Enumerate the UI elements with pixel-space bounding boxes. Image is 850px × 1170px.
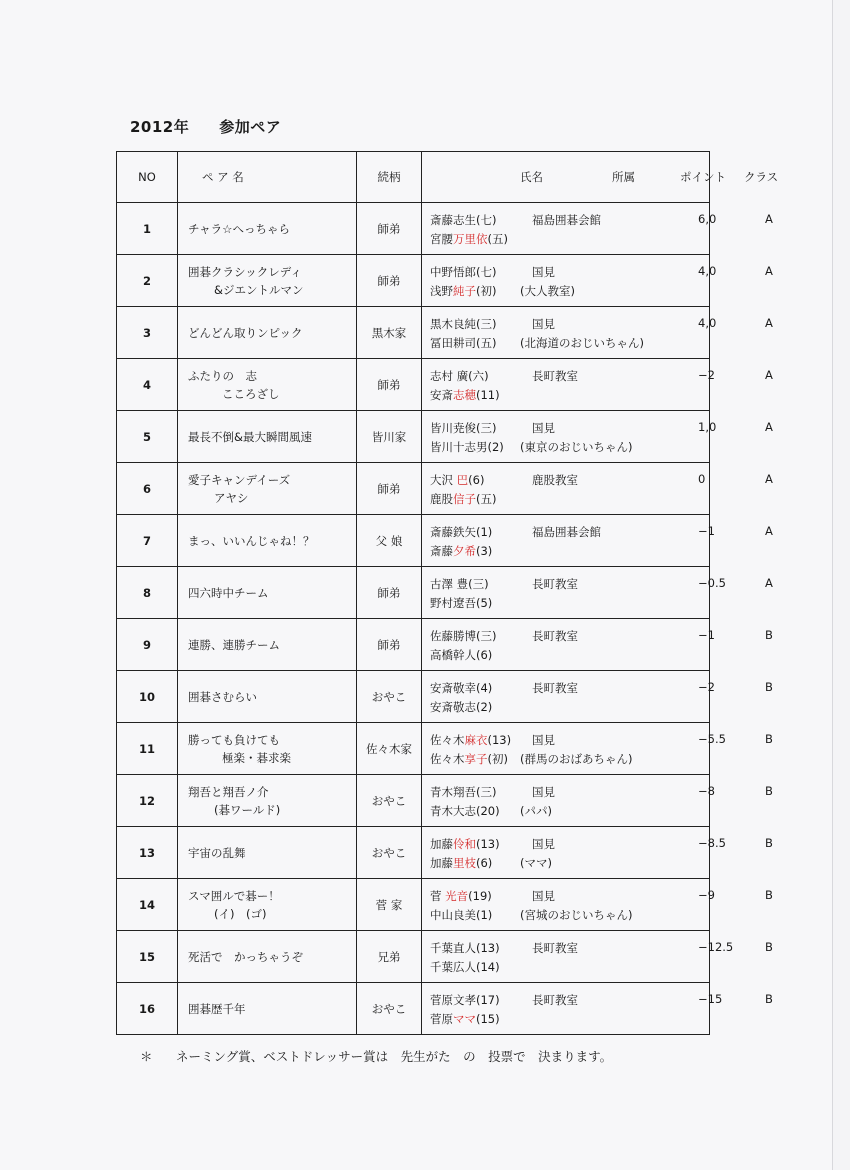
member-1-name-text: 佐藤勝博(三) — [430, 628, 497, 643]
member-2-name-highlight: 夕希 — [453, 543, 476, 558]
affiliation: 長町教室 — [532, 368, 578, 383]
affiliation: 鹿股教室 — [532, 472, 578, 487]
member-1-name-text: 黒木良純(三) — [430, 316, 497, 331]
member-2-name — [430, 387, 500, 403]
points: −12.5 — [698, 939, 734, 954]
row-number: 8 — [117, 567, 178, 619]
row-details — [422, 255, 773, 307]
member-2-name-highlight: ママ — [453, 1011, 476, 1026]
pair-name — [178, 515, 357, 567]
class: A — [765, 315, 773, 330]
relation: 師弟 — [357, 255, 422, 307]
relation: 佐々木家 — [357, 723, 422, 775]
member-1-name — [430, 316, 496, 332]
member-2-name — [430, 751, 508, 767]
points: −8.5 — [698, 835, 726, 850]
row-details — [422, 879, 773, 931]
member-1-name-text: 安斎敬幸(4) — [430, 680, 493, 695]
member-2-name-suffix: (11) — [476, 387, 500, 402]
points: 4,0 — [698, 263, 717, 278]
affiliation: 長町教室 — [532, 628, 578, 643]
member-2-name-text: 中山良美(1) — [430, 907, 493, 922]
pair-name-line1: チャラ☆へっちゃら — [188, 221, 290, 236]
member-2-name-text: 宮腰 — [430, 231, 453, 246]
member-1-name-text: 千葉直人(13) — [430, 940, 500, 955]
pair-name-line1: 囲碁さむらい — [188, 689, 257, 704]
row-number: 2 — [117, 255, 178, 307]
pair-name-line2: こころざし — [222, 386, 280, 401]
relation: 師弟 — [357, 567, 422, 619]
pair-name-line1: 宇宙の乱舞 — [188, 845, 246, 860]
member-2-name — [430, 491, 496, 507]
table-row — [117, 255, 710, 307]
member-2-name-text: 安斎敬志(2) — [430, 699, 493, 714]
member-2-name-text: 加藤 — [430, 855, 453, 870]
pair-name-line1: まっ、いいんじゃね！？ — [188, 533, 315, 548]
member-1-name — [430, 888, 492, 904]
pair-name-line1: 死活で かっちゃうぞ — [188, 949, 303, 964]
affiliation: 国見 — [532, 420, 555, 435]
member-1-name-text: 斎藤鉄矢(1) — [430, 524, 493, 539]
pair-name-line1: 囲碁クラシックレディ — [188, 264, 302, 279]
header-pair — [178, 152, 357, 203]
member-2-name-text: 皆川十志男(2) — [430, 439, 504, 454]
pair-name — [178, 411, 357, 463]
pair-name — [178, 255, 357, 307]
member-2-name-text: 千葉広人(14) — [430, 959, 500, 974]
member-2-name-suffix: (15) — [476, 1011, 500, 1026]
title-label: 参加ペア — [219, 118, 282, 136]
member-1-name — [430, 784, 496, 800]
points: −0.5 — [698, 575, 726, 590]
relation: 皆川家 — [357, 411, 422, 463]
pair-name-line1: ふたりの 志 — [188, 368, 257, 383]
member-1-name — [430, 680, 492, 696]
member-1-name-highlight: 巴 — [456, 472, 469, 487]
class: B — [765, 939, 773, 954]
relation: おやこ — [357, 671, 422, 723]
class: B — [765, 783, 773, 798]
member-2-name-text: 菅原 — [430, 1011, 453, 1026]
pair-name — [178, 931, 357, 983]
member-2-name-text: 高橋幹人(6) — [430, 647, 493, 662]
row-number: 14 — [117, 879, 178, 931]
member-2-name-highlight: 万里依 — [453, 231, 488, 246]
pair-name-line2: 極楽・碁求楽 — [222, 750, 291, 765]
row-number: 15 — [117, 931, 178, 983]
member-2-name-text: 斎藤 — [430, 543, 453, 558]
member-1-name-text: 大沢 — [430, 472, 457, 487]
affiliation-note: (宮城のおじいちゃん) — [520, 907, 633, 922]
affiliation: 長町教室 — [532, 576, 578, 591]
points: −9 — [698, 887, 715, 902]
pair-name — [178, 879, 357, 931]
points: −1 — [698, 523, 715, 538]
member-1-name-suffix: (6) — [468, 472, 485, 487]
pair-name-line1: 囲碁歴千年 — [188, 1001, 246, 1016]
header-relation: 続柄 — [357, 152, 422, 203]
table-row — [117, 515, 710, 567]
affiliation: 長町教室 — [532, 992, 578, 1007]
affiliation: 福島囲碁会館 — [532, 212, 601, 227]
pair-name — [178, 723, 357, 775]
affiliation: 国見 — [532, 836, 555, 851]
pair-name — [178, 827, 357, 879]
member-2-name — [430, 803, 500, 819]
pair-name — [178, 983, 357, 1035]
member-2-name — [430, 283, 496, 299]
table-row — [117, 203, 710, 255]
page-title — [130, 116, 281, 137]
row-number: 9 — [117, 619, 178, 671]
table-row — [117, 983, 710, 1035]
row-details — [422, 619, 773, 671]
pair-name-line1: 四六時中チーム — [188, 585, 269, 600]
member-2-name — [430, 231, 508, 247]
table-row — [117, 775, 710, 827]
table-row — [117, 359, 710, 411]
class: A — [765, 419, 773, 434]
header-pair-label: ペ ア 名 — [202, 170, 244, 184]
pair-name-line1: 最長不倒&最大瞬間風速 — [188, 429, 312, 444]
member-1-name-suffix: (19) — [468, 888, 492, 903]
pair-name-line1: 翔吾と翔吾ノ介 — [188, 784, 269, 799]
pair-name-line2: (イ) (ゴ) — [214, 906, 267, 921]
pair-name — [178, 775, 357, 827]
relation: 父 娘 — [357, 515, 422, 567]
footnote — [140, 1047, 612, 1065]
member-2-name — [430, 439, 504, 455]
row-number: 11 — [117, 723, 178, 775]
member-1-name — [430, 472, 484, 488]
row-number: 5 — [117, 411, 178, 463]
points: 1,0 — [698, 419, 717, 434]
member-1-name-text: 志村 廣(六) — [430, 368, 489, 383]
member-1-name — [430, 264, 496, 280]
member-2-name — [430, 907, 492, 923]
member-2-name — [430, 959, 500, 975]
row-details — [422, 827, 773, 879]
affiliation: 長町教室 — [532, 680, 578, 695]
points: −5.5 — [698, 731, 726, 746]
pair-name-line2: (碁ワールド) — [214, 802, 281, 817]
relation: 黒木家 — [357, 307, 422, 359]
pair-name-line2: アヤシ — [214, 490, 249, 505]
row-number: 6 — [117, 463, 178, 515]
row-number: 12 — [117, 775, 178, 827]
member-2-name-highlight: 里枝 — [453, 855, 476, 870]
row-details — [422, 983, 773, 1035]
member-2-name-suffix: (五) — [476, 491, 497, 506]
affiliation-note: (ママ) — [520, 855, 552, 870]
member-2-name-text: 青木大志(20) — [430, 803, 500, 818]
class: B — [765, 679, 773, 694]
title-year: 2012年 — [130, 118, 190, 136]
member-1-name — [430, 368, 489, 384]
pair-roster-table — [116, 151, 779, 1035]
class: B — [765, 887, 773, 902]
relation: 兄弟 — [357, 931, 422, 983]
member-1-name-text: 古澤 豊(三) — [430, 576, 489, 591]
member-1-name-highlight: 伶和 — [453, 836, 476, 851]
class: B — [765, 835, 773, 850]
member-1-name — [430, 836, 500, 852]
member-1-name-text: 菅 — [430, 888, 446, 903]
member-2-name-suffix: (3) — [476, 543, 493, 558]
table-row — [117, 827, 710, 879]
table-header-row — [117, 152, 710, 203]
row-details — [422, 411, 773, 463]
table-row — [117, 879, 710, 931]
row-number: 1 — [117, 203, 178, 255]
pair-name — [178, 359, 357, 411]
pair-name-line1: スマ囲ルで碁ー！ — [188, 888, 280, 903]
points: 0 — [698, 471, 706, 486]
table-row — [117, 411, 710, 463]
pair-name-line1: どんどん取りンピック — [188, 325, 303, 340]
affiliation-note: (北海道のおじいちゃん) — [520, 335, 644, 350]
pair-name-line1: 連勝、連勝チーム — [188, 637, 280, 652]
affiliation-note: (群馬のおばあちゃん) — [520, 751, 633, 766]
member-2-name — [430, 1011, 500, 1027]
relation: 師弟 — [357, 359, 422, 411]
affiliation-note: (東京のおじいちゃん) — [520, 439, 633, 454]
class: A — [765, 575, 773, 590]
points: 6,0 — [698, 211, 717, 226]
pair-name — [178, 463, 357, 515]
pair-name — [178, 307, 357, 359]
member-2-name-text: 冨田耕司(五) — [430, 335, 497, 350]
member-2-name-text: 鹿股 — [430, 491, 453, 506]
affiliation: 長町教室 — [532, 940, 578, 955]
table-row — [117, 671, 710, 723]
member-2-name — [430, 595, 492, 611]
row-details — [422, 515, 773, 567]
class: A — [765, 211, 773, 226]
affiliation: 国見 — [532, 264, 555, 279]
pair-name — [178, 671, 357, 723]
pair-name-line1: 勝っても負けても — [188, 732, 280, 747]
relation: 師弟 — [357, 619, 422, 671]
member-1-name-text: 青木翔吾(三) — [430, 784, 497, 799]
row-details — [422, 723, 773, 775]
member-2-name-suffix: (6) — [476, 855, 493, 870]
row-details — [422, 307, 773, 359]
class: A — [765, 471, 773, 486]
row-number: 16 — [117, 983, 178, 1035]
relation: 菅 家 — [357, 879, 422, 931]
affiliation: 国見 — [532, 316, 555, 331]
member-1-name — [430, 576, 489, 592]
class: A — [765, 263, 773, 278]
relation: おやこ — [357, 775, 422, 827]
member-2-name-highlight: 志穂 — [453, 387, 476, 402]
member-1-name-highlight: 光音 — [445, 888, 469, 903]
member-1-name — [430, 628, 496, 644]
member-1-name-text: 皆川尭俊(三) — [430, 420, 497, 435]
points: −2 — [698, 679, 715, 694]
class: B — [765, 731, 773, 746]
member-1-name-text: 佐々木 — [430, 732, 465, 747]
member-2-name-text: 浅野 — [430, 283, 453, 298]
points: −1 — [698, 627, 715, 642]
row-number: 7 — [117, 515, 178, 567]
table-row — [117, 723, 710, 775]
member-1-name — [430, 732, 511, 748]
relation: 師弟 — [357, 463, 422, 515]
relation: おやこ — [357, 983, 422, 1035]
member-2-name-suffix: (五) — [487, 231, 508, 246]
affiliation-note: (大人教室) — [520, 283, 575, 298]
member-1-name-text: 斎藤志生(七) — [430, 212, 497, 227]
pair-name-line2: &ジエントルマン — [214, 282, 304, 297]
affiliation: 国見 — [532, 784, 555, 799]
relation: おやこ — [357, 827, 422, 879]
member-1-name-suffix: (13) — [487, 732, 512, 747]
member-1-name-text: 加藤 — [430, 836, 453, 851]
table-body — [117, 203, 773, 1035]
row-details — [422, 775, 773, 827]
member-1-name — [430, 420, 496, 436]
member-1-name-highlight: 麻衣 — [464, 732, 488, 747]
table-row — [117, 619, 710, 671]
member-2-name — [430, 543, 492, 559]
member-1-name — [430, 212, 496, 228]
footnote-text: ネーミング賞、ベストドレッサー賞は 先生がた の 投票で 決まります。 — [176, 1049, 613, 1064]
member-2-name-text: 野村遼吾(5) — [430, 595, 493, 610]
header-details — [422, 152, 779, 203]
table-row — [117, 567, 710, 619]
member-1-name-suffix: (13) — [476, 836, 500, 851]
relation: 師弟 — [357, 203, 422, 255]
member-2-name-suffix: (初) — [476, 283, 497, 298]
table-row — [117, 931, 710, 983]
pair-name — [178, 567, 357, 619]
member-1-name — [430, 992, 500, 1008]
row-details — [422, 463, 773, 515]
member-1-name-text: 中野悟郎(七) — [430, 264, 497, 279]
footnote-mark: ＊ — [140, 1049, 153, 1064]
member-2-name-text: 安斎 — [430, 387, 453, 402]
table-row — [117, 307, 710, 359]
pair-name-line1: 愛子キャンデイーズ — [188, 472, 291, 487]
member-2-name-highlight: 信子 — [453, 491, 476, 506]
member-1-name — [430, 524, 492, 540]
member-2-name-text: 佐々木 — [430, 751, 465, 766]
points: 4,0 — [698, 315, 717, 330]
row-details — [422, 567, 773, 619]
row-details — [422, 671, 773, 723]
member-2-name — [430, 855, 492, 871]
member-2-name — [430, 699, 492, 715]
header-name: 氏名 — [520, 170, 543, 184]
member-2-name — [430, 647, 492, 663]
header-class: クラス — [744, 170, 779, 184]
member-1-name-text: 菅原文孝(17) — [430, 992, 500, 1007]
header-no: NO — [117, 152, 178, 203]
member-2-name-highlight: 純子 — [453, 283, 476, 298]
affiliation: 国見 — [532, 888, 555, 903]
table-row — [117, 463, 710, 515]
points: −2 — [698, 367, 715, 382]
row-number: 3 — [117, 307, 178, 359]
row-number: 4 — [117, 359, 178, 411]
member-1-name — [430, 940, 500, 956]
row-details — [422, 203, 773, 255]
row-number: 10 — [117, 671, 178, 723]
class: B — [765, 627, 773, 642]
member-2-name-highlight: 享子 — [464, 751, 488, 766]
class: A — [765, 367, 773, 382]
pair-name — [178, 619, 357, 671]
affiliation: 福島囲碁会館 — [532, 524, 601, 539]
header-affiliation: 所属 — [612, 170, 635, 184]
class: A — [765, 523, 773, 538]
member-2-name — [430, 335, 496, 351]
affiliation: 国見 — [532, 732, 555, 747]
pair-name — [178, 203, 357, 255]
row-details — [422, 931, 773, 983]
row-details — [422, 359, 773, 411]
points: −8 — [698, 783, 715, 798]
points: −15 — [698, 991, 723, 1006]
member-2-name-suffix: (初) — [487, 751, 508, 766]
row-number: 13 — [117, 827, 178, 879]
header-points: ポイント — [680, 170, 726, 184]
affiliation-note: (パパ) — [520, 803, 552, 818]
class: B — [765, 991, 773, 1006]
